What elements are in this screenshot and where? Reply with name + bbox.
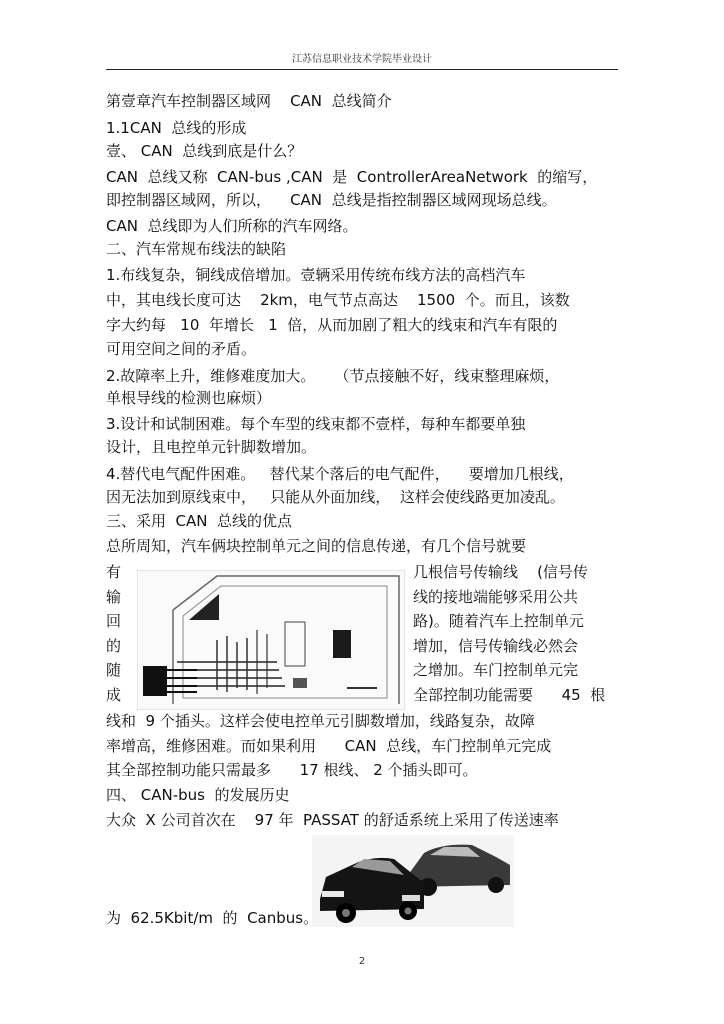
wrapped-text-left: 随 <box>106 661 122 679</box>
paragraph-line: 中，其电线长度可达 2km，电气节点高达 1500 个。而且，该数 <box>106 291 570 309</box>
door-wiring-diagram <box>137 570 405 710</box>
paragraph-line: 总所周知，汽车俩块控制单元之间的信息传递，有几个信号就要 <box>106 537 527 555</box>
paragraph-line: 即控制器区域网，所以， CAN 总线是指控制器区域网现场总线。 <box>106 191 557 209</box>
paragraph-line: 2.故障率上升，维修难度加大。 （节点接触不好，线束整理麻烦， <box>106 367 560 385</box>
subheading: 三、采用 CAN 总线的优点 <box>106 512 293 530</box>
paragraph-line: 3.设计和试制困难。每个车型的线束都不壹样，每种车都要单独 <box>106 415 526 433</box>
wrapped-text-left: 成 <box>106 686 122 704</box>
wrapped-text-left: 有 <box>106 563 122 581</box>
paragraph-line: 设计，且电控单元针脚数增加。 <box>106 438 317 456</box>
paragraph-line: 率增高，维修困难。而如果利用 CAN 总线，车门控制单元完成 <box>106 737 552 755</box>
paragraph-line: 大众 X 公司首次在 97 年 PASSAT 的舒适系统上采用了传送速率 <box>106 811 559 829</box>
door-wiring-illustration <box>137 570 405 710</box>
paragraph-line: 因无法加到原线束中， 只能从外面加线， 这样会使线路更加凌乱。 <box>106 488 565 506</box>
wrapped-text-right: 增加，信号传输线必然会 <box>413 637 579 655</box>
passat-car-photo <box>312 835 514 927</box>
page-header: 江苏信息职业技术学院毕业设计 <box>292 54 432 65</box>
page-number: 2 <box>358 956 366 967</box>
header-divider <box>106 69 618 70</box>
paragraph-line: 其全部控制功能只需最多 17 根线、 2 个插头即可。 <box>106 761 478 779</box>
paragraph-line: 4.替代电气配件困难。 替代某个落后的电气配件， 要增加几根线， <box>106 465 574 483</box>
wrapped-text-right: 路)。随着汽车上控制单元 <box>413 612 584 630</box>
chapter-title: 第壹章汽车控制器区域网 CAN 总线简介 <box>106 92 392 110</box>
subheading: 四、 CAN-bus 的发展历史 <box>106 786 290 804</box>
paragraph-line: 单根导线的检测也麻烦） <box>106 389 272 407</box>
wrapped-text-right: 之增加。车门控制单元完 <box>413 661 579 679</box>
paragraph-line: 字大约每 10 年增长 1 倍，从而加剧了粗大的线束和汽车有限的 <box>106 316 558 334</box>
subheading: 二、汽车常规布线法的缺陷 <box>106 240 287 258</box>
paragraph-line: CAN 总线即为人们所称的汽车网络。 <box>106 217 358 235</box>
paragraph-line: 可用空间之间的矛盾。 <box>106 340 257 358</box>
wrapped-text-right: 线的接地端能够采用公共 <box>413 588 579 606</box>
wrapped-text-left: 回 <box>106 612 122 630</box>
wrapped-text-left: 的 <box>106 637 122 655</box>
paragraph-line: 1.布线复杂，铜线成倍增加。壹辆采用传统布线方法的高档汽车 <box>106 266 526 284</box>
wrapped-text-right: 几根信号传输线 (信号传 <box>413 563 588 581</box>
paragraph-line: 线和 9 个插头。这样会使电控单元引脚数增加，线路复杂，故障 <box>106 712 535 730</box>
wrapped-text-left: 输 <box>106 588 122 606</box>
wrapped-text-right: 全部控制功能需要 45 根 <box>413 686 606 704</box>
paragraph-line: 为 62.5Kbit/m 的 Canbus。 <box>106 909 319 927</box>
subheading: 壹、 CAN 总线到底是什么？ <box>106 142 303 160</box>
paragraph-line: CAN 总线又称 CAN-bus ,CAN 是 ControllerAreaNetwork 的缩写， <box>106 168 598 186</box>
section-heading: 1.1CAN 总线的形成 <box>106 119 247 137</box>
car-illustration <box>312 835 514 927</box>
